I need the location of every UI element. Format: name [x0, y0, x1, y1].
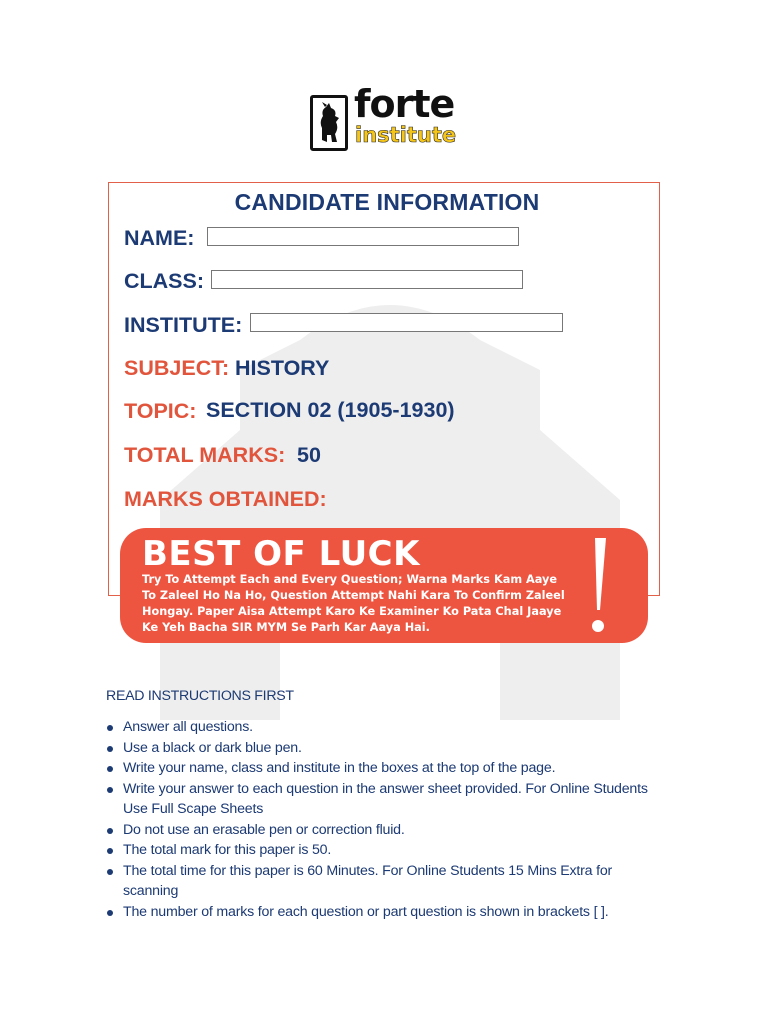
- list-item: The total time for this paper is 60 Minutes. For Online Students 15 Mins Extra for scanning: [106, 861, 666, 902]
- instructions-list: [106, 717, 666, 922]
- marks-obtained-label: MARKS OBTAINED:: [124, 487, 327, 511]
- instructions-heading: READ INSTRUCTIONS FIRST: [106, 688, 294, 704]
- name-field[interactable]: [207, 227, 519, 246]
- topic-label: TOPIC:: [124, 399, 197, 423]
- list-item: The number of marks for each question or part question is shown in brackets [ ].: [106, 902, 666, 923]
- logo-wordmark: forte: [354, 82, 455, 126]
- best-of-luck-banner: [120, 528, 648, 643]
- subject-label: SUBJECT:: [124, 356, 230, 380]
- list-item: Use a black or dark blue pen.: [106, 738, 666, 759]
- institute-field[interactable]: [250, 313, 563, 332]
- name-label: NAME:: [124, 226, 195, 250]
- list-item: Write your answer to each question in the answer sheet provided. For Online Students Use Full Scape Sheets: [106, 779, 666, 820]
- topic-value: SECTION 02 (1905-1930): [206, 398, 455, 422]
- banner-message: Try To Attempt Each and Every Question; Warna Marks Kam Aaye To Zaleel Ho Na Ho, Question Attempt Nahi Kara To Confirm Zaleel Hongay. Paper Aisa Attempt Karo Ke Examiner Ko Pata Chal Jaaye Ke Yeh Bacha SIR MYM Se Parh Kar Aaya Hai.: [142, 573, 565, 634]
- institute-label: INSTITUTE:: [124, 313, 243, 337]
- exclamation-icon: [586, 538, 608, 638]
- logo-subtitle: institute: [355, 123, 457, 147]
- list-item: Answer all questions.: [106, 717, 666, 738]
- list-item: Write your name, class and institute in the boxes at the top of the page.: [106, 758, 666, 779]
- list-item: The total mark for this paper is 50.: [106, 840, 666, 861]
- class-field[interactable]: [211, 270, 523, 289]
- total-marks-value: 50: [297, 443, 321, 467]
- forte-institute-logo: [310, 82, 470, 155]
- griffin-icon: [310, 95, 348, 151]
- total-marks-label: TOTAL MARKS:: [124, 443, 286, 467]
- card-title: CANDIDATE INFORMATION: [234, 189, 540, 215]
- banner-title: BEST OF LUCK: [142, 534, 420, 574]
- class-label: CLASS:: [124, 269, 205, 293]
- subject-value: HISTORY: [235, 356, 330, 380]
- list-item: Do not use an erasable pen or correction fluid.: [106, 820, 666, 841]
